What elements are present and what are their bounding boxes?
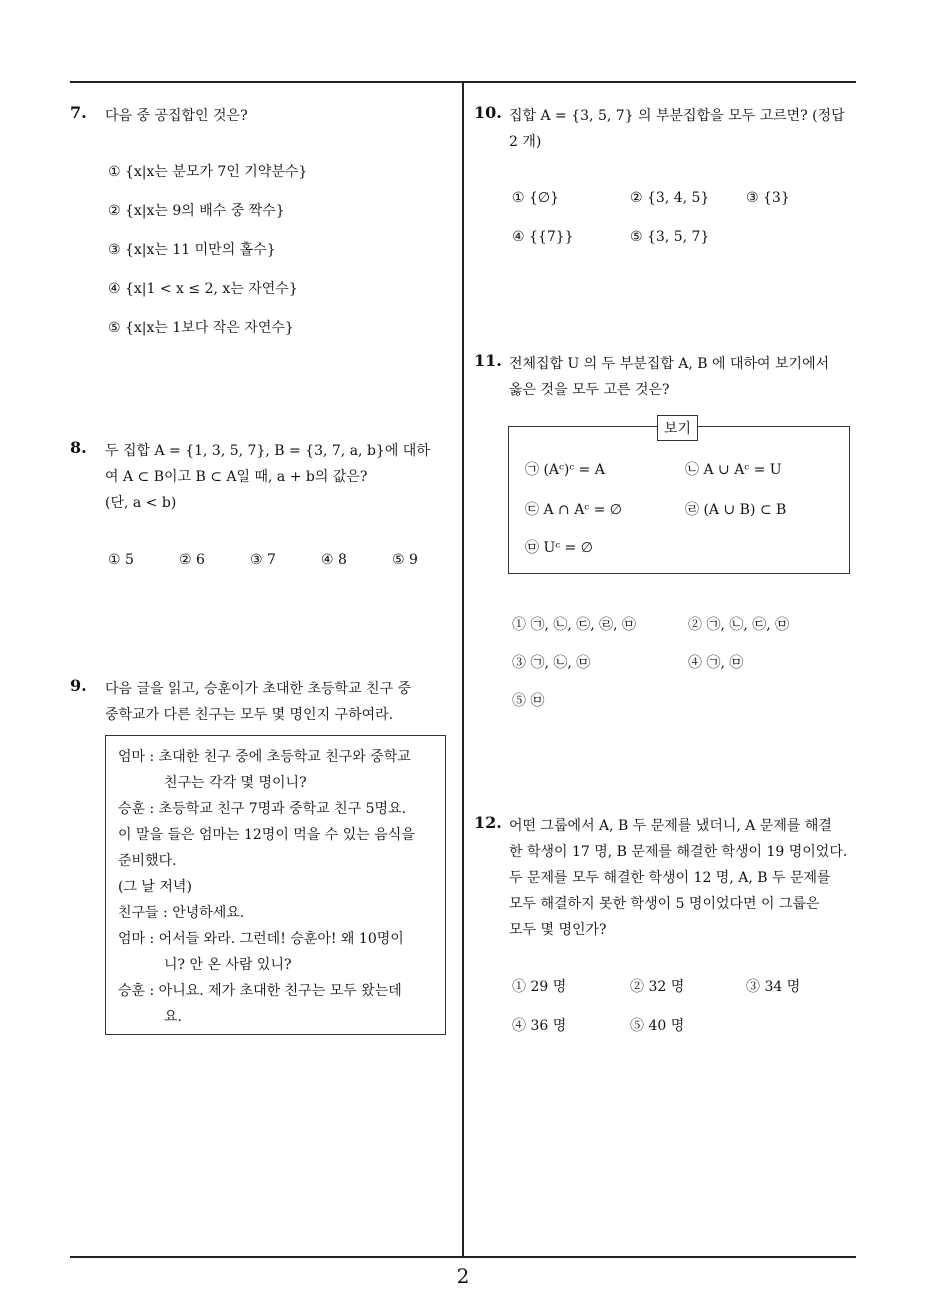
dialog-line: 엄마 : 어서들 와라. 그런데! 승훈아! 왜 10명이 [118,931,404,947]
example-item: ㉠ (Aᶜ)ᶜ = A [525,462,605,478]
example-item: ㉣ (A ∪ B) ⊂ B [685,502,787,518]
page-number: 2 [456,1264,470,1288]
choice-1[interactable]: ① 29 명 [512,979,567,995]
dialog-line: 엄마 : 초대한 친구 중에 초등학교 친구와 중학교 [118,749,411,765]
choice-2[interactable]: ② 32 명 [630,979,685,995]
bottom-rule [70,1256,856,1258]
example-item: ㉡ A ∪ Aᶜ = U [685,462,782,478]
dialog-line: 친구들 : 안녕하세요. [118,905,245,921]
dialog-line: 승훈 : 아니요. 제가 초대한 친구는 모두 왔는데 [118,983,402,999]
question-line: 모두 해결하지 못한 학생이 5 명이었다면 이 그룹은 [509,896,820,912]
choice-5[interactable]: ⑤ {x|x는 1보다 작은 자연수} [108,320,294,336]
question-10 [474,103,859,155]
question-line: 두 문제를 모두 해결한 학생이 12 명, A, B 두 문제를 [509,870,831,886]
question-line: 옳은 것을 모두 고른 것은? [509,382,670,398]
choice-5[interactable]: ⑤ ㉤ [512,693,545,709]
question-line: 전체집합 U 의 두 부분집합 A, B 에 대하여 보기에서 [509,356,830,372]
dialog-line: 이 말을 들은 엄마는 12명이 먹을 수 있는 음식을 [118,827,415,843]
question-number: 7. [70,103,87,122]
question-text: 다음 중 공집합인 것은? [105,108,248,124]
choice-3[interactable]: ③ 34 명 [746,979,801,995]
question-11 [474,351,859,403]
dialog-line: 친구는 각각 몇 명이니? [164,775,307,791]
question-line: 두 집합 A = {1, 3, 5, 7}, B = {3, 7, a, b}에 대하 [105,443,430,459]
dialog-line: 준비했다. [118,853,177,869]
choice-5[interactable]: ⑤ {3, 5, 7} [630,229,710,245]
question-line: 2 개) [509,134,542,150]
dialog-line: 승훈 : 초등학교 친구 7명과 중학교 친구 5명요. [118,801,407,817]
choice-1[interactable]: ① ㉠, ㉡, ㉢, ㉣, ㉤ [512,617,637,633]
example-box-title: 보기 [657,415,698,441]
choice-1[interactable]: ① {x|x는 분모가 7인 기약분수} [108,164,308,180]
choice-2[interactable]: ② {3, 4, 5} [630,190,710,206]
question-8 [70,438,460,516]
question-line: 모두 몇 명인가? [509,922,607,938]
choice-4[interactable]: ④ ㉠, ㉤ [688,655,744,671]
question-line: 한 학생이 17 명, B 문제를 해결한 학생이 19 명이었다. [509,844,848,860]
question-line: 여 A ⊂ B이고 B ⊂ A일 때, a + b의 값은? [105,469,368,485]
choice-3[interactable]: ③ {3} [746,190,790,206]
choice-4[interactable]: ④ {{7}} [512,229,574,245]
choice-4[interactable]: ④ 8 [321,552,347,568]
dialog-line: 니? 안 온 사람 있니? [164,957,292,973]
choice-5[interactable]: ⑤ 9 [392,552,418,568]
example-box [508,421,850,574]
question-number: 9. [70,676,87,695]
choice-1[interactable]: ① 5 [108,552,134,568]
column-divider [462,82,464,1257]
choice-1[interactable]: ① {∅} [512,190,560,206]
choice-2[interactable]: ② {x|x는 9의 배수 중 짝수} [108,203,285,219]
question-9 [70,676,460,728]
choice-5[interactable]: ⑤ 40 명 [630,1018,685,1034]
question-number: 11. [474,351,502,370]
question-7 [70,103,455,129]
question-line: 중학교가 다른 친구는 모두 몇 명인지 구하여라. [105,707,394,723]
question-number: 10. [474,103,502,122]
question-line: 어떤 그룹에서 A, B 두 문제를 냈더니, A 문제를 해결 [509,818,832,834]
choice-4[interactable]: ④ 36 명 [512,1018,567,1034]
question-number: 12. [474,813,502,832]
question-12 [474,813,864,943]
choice-3[interactable]: ③ 7 [250,552,276,568]
dialog-box [105,735,446,1035]
question-line: (단, a < b) [105,495,177,511]
dialog-line: (그 날 저녁) [118,879,192,895]
example-item: ㉤ Uᶜ = ∅ [525,540,593,556]
choice-3[interactable]: ③ {x|x는 11 미만의 홀수} [108,242,276,258]
choice-2[interactable]: ② ㉠, ㉡, ㉢, ㉤ [688,617,790,633]
question-number: 8. [70,438,87,457]
question-line: 다음 글을 읽고, 승훈이가 초대한 초등학교 친구 중 [105,681,412,697]
choice-3[interactable]: ③ ㉠, ㉡, ㉤ [512,655,591,671]
choice-4[interactable]: ④ {x|1 < x ≤ 2, x는 자연수} [108,281,298,297]
example-item: ㉢ A ∩ Aᶜ = ∅ [525,502,622,518]
question-line: 집합 A = {3, 5, 7} 의 부분집합을 모두 고르면? (정답 [509,108,845,124]
choice-2[interactable]: ② 6 [179,552,205,568]
dialog-line: 요. [164,1009,182,1025]
